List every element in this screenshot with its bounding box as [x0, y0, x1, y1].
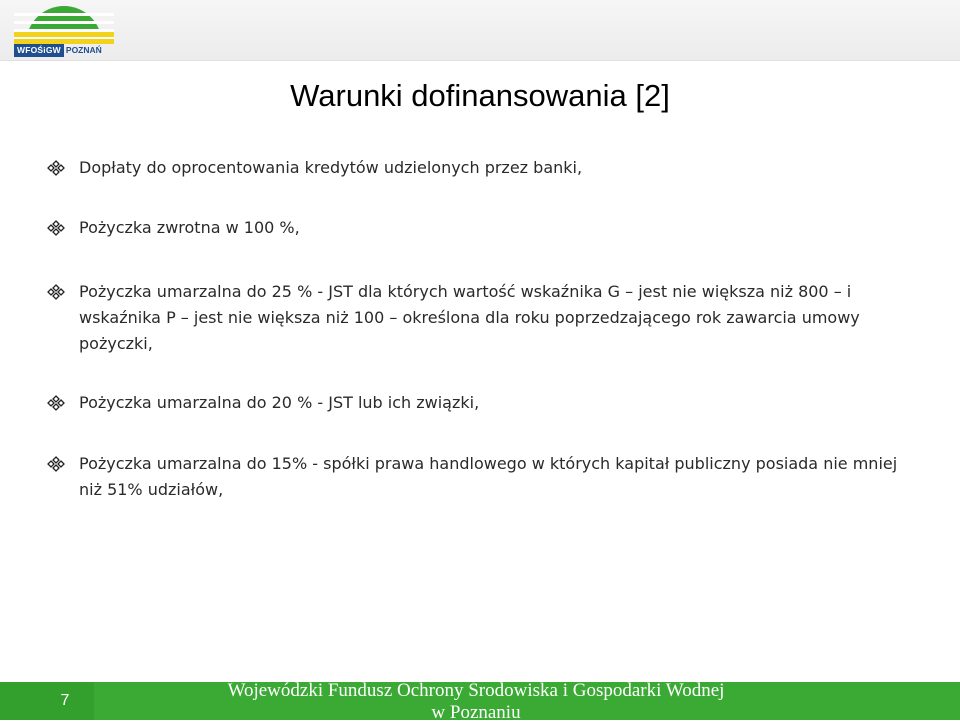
- bullet-text: Pożyczka umarzalna do 25 % - JST dla których wartość wskaźnika G – jest nie większa niż 800 – i wskaźnika P – jest nie większa niż 100 – określona dla roku poprzedzającego rok zawarcia umowy pożyczki,: [79, 282, 860, 353]
- wfosigw-logo: [14, 4, 114, 58]
- slide-title: [0, 78, 960, 114]
- header-band: [0, 0, 960, 61]
- footer-line-1: Wojewódzki Fundusz Ochrony Środowiska i Gospodarki Wodnej: [227, 680, 725, 701]
- bullet-text: Dopłaty do oprocentowania kredytów udzielonych przez banki,: [79, 158, 583, 177]
- bullet-text: Pożyczka umarzalna do 15% - spółki prawa handlowego w których kapitał publiczny posiada nie mniej niż 51% udziałów,: [79, 454, 898, 499]
- footer-organization: [96, 680, 856, 724]
- page-number: 7: [60, 692, 70, 709]
- logo-sun-icon: [14, 4, 114, 44]
- diamond-bullet-icon: [47, 155, 79, 181]
- bullet-text: Pożyczka umarzalna do 20 % - JST lub ich związki,: [79, 393, 480, 412]
- list-item: [47, 451, 917, 503]
- logo-text: [14, 44, 114, 57]
- list-item: [47, 215, 917, 241]
- bullet-text: Pożyczka zwrotna w 100 %,: [79, 218, 300, 237]
- list-item: [47, 155, 917, 181]
- diamond-bullet-icon: [47, 279, 79, 305]
- logo-poznan: POZNAŃ: [65, 45, 102, 55]
- slide-title-text: Warunki dofinansowania [2]: [290, 78, 670, 113]
- diamond-bullet-icon: [47, 451, 79, 477]
- diamond-bullet-icon: [47, 215, 79, 241]
- footer-line-2: w Poznaniu: [431, 702, 521, 723]
- diamond-bullet-icon: [47, 390, 79, 416]
- list-item: [47, 279, 917, 357]
- logo-wfosigw: WFOŚiGW: [14, 44, 64, 57]
- list-item: [47, 390, 917, 416]
